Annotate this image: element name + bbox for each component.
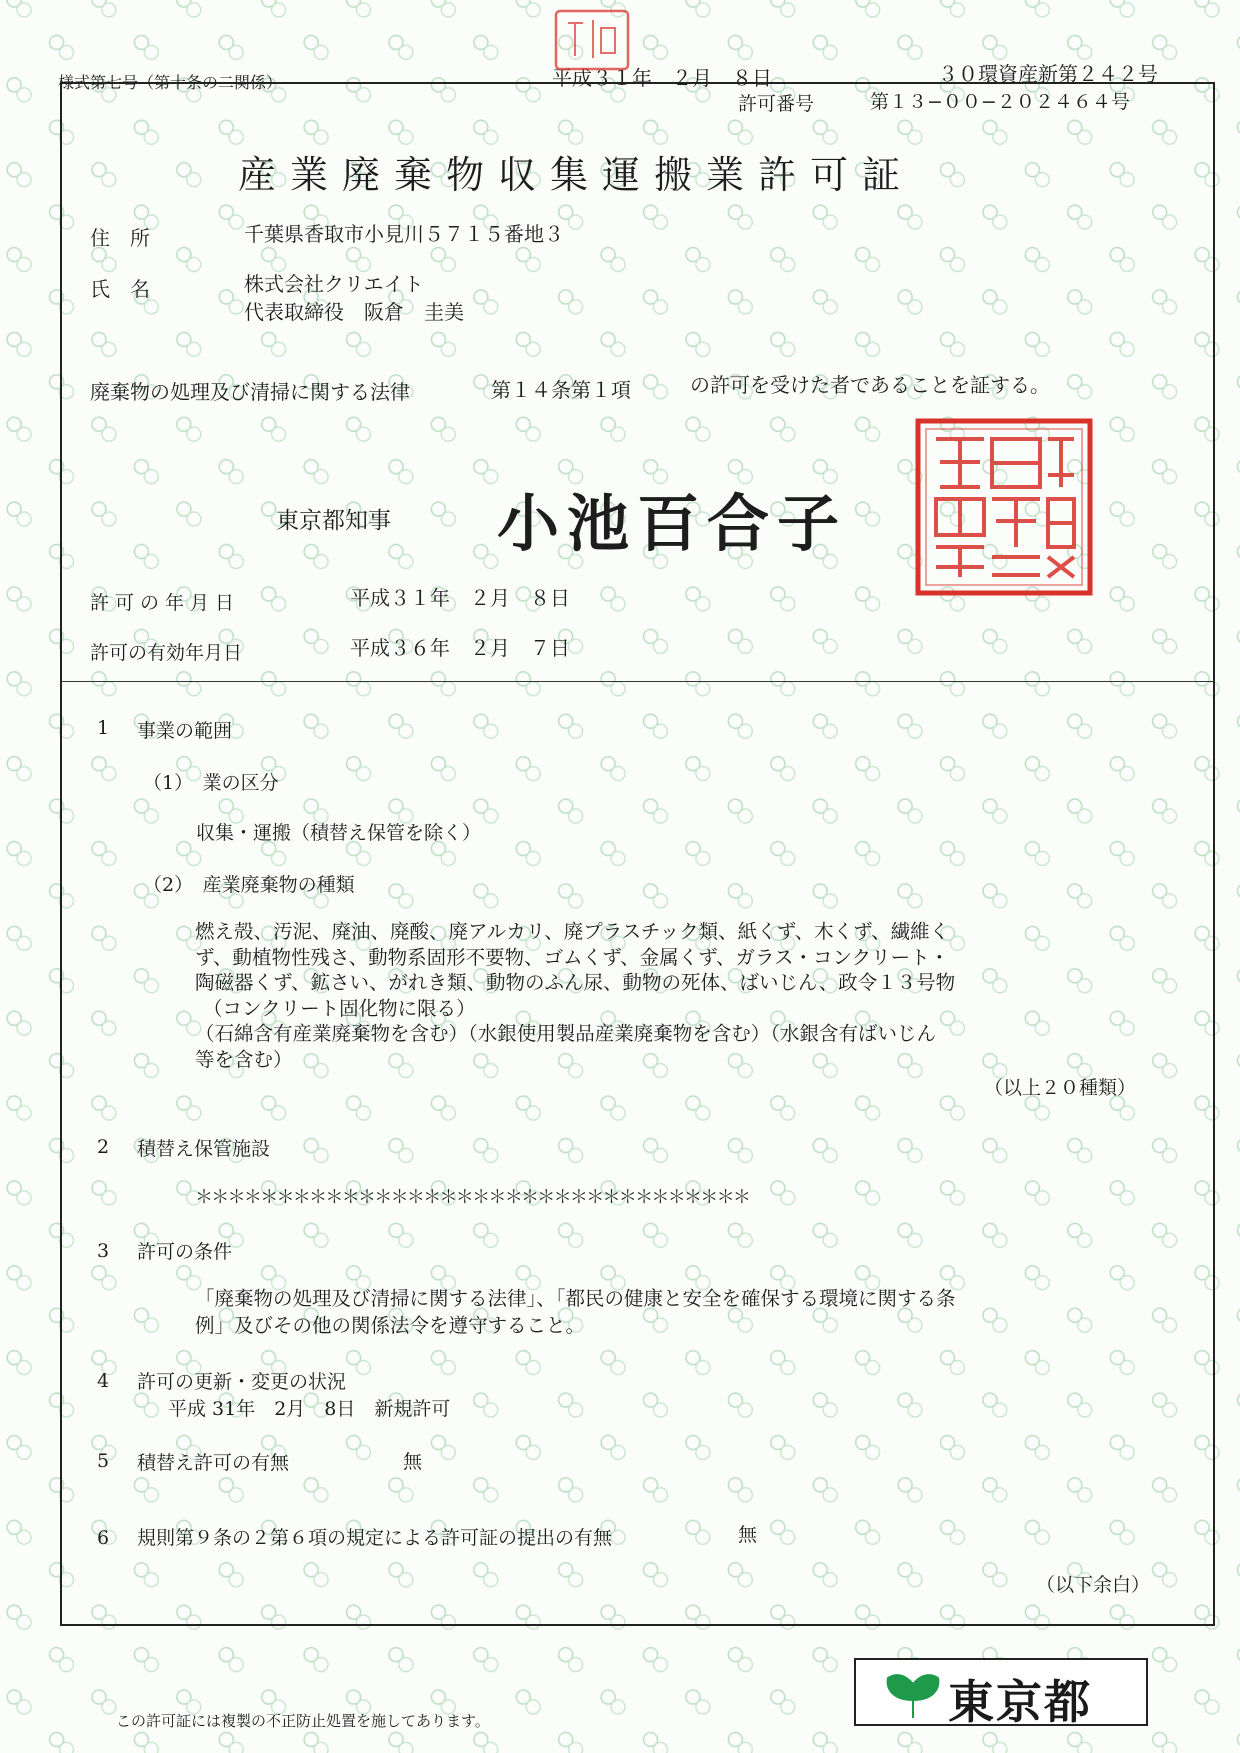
section-5-value: 無	[403, 1451, 423, 1473]
form-label: 様式第七号（第十条の二関係）	[58, 73, 283, 92]
document-number: ３０環資産新第２４２号	[938, 62, 1158, 86]
representative-name: 代表取締役 阪倉 圭美	[244, 300, 464, 324]
end-note: （以下余白）	[1036, 1574, 1151, 1596]
section-3-number: 3	[97, 1240, 110, 1262]
law-name: 廃棄物の処理及び清掃に関する法律	[90, 380, 410, 404]
footer-note: この許可証には複製の不正防止処置を施してあります。	[116, 1712, 490, 1730]
section-4-number: 4	[97, 1370, 110, 1392]
permit-conditions-line: 「廃棄物の処理及び清掃に関する法律」、「都民の健康と安全を確保する環境に関する条	[195, 1287, 956, 1310]
certification-statement: の許可を受けた者であることを証する。	[690, 373, 1050, 397]
company-name: 株式会社クリエイト	[244, 272, 424, 296]
section-divider	[60, 681, 1215, 682]
section-4-value: 平成 31年 2月 8日 新規許可	[168, 1398, 451, 1420]
section-1-number: 1	[97, 717, 110, 739]
waste-types-list	[195, 919, 955, 1072]
waste-types-line: 等を含む）	[195, 1047, 293, 1071]
section-1-sub1-text: 収集・運搬（積替え保管を除く）	[196, 822, 482, 844]
waste-types-line: 陶磁器くず、鉱さい、がれき類、動物のふん尿、動物の死体、ばいじん、政令１３号物	[195, 971, 956, 994]
section-2-number: 2	[97, 1136, 110, 1158]
permit-number: 第１３−００−２０２４６４号	[870, 91, 1130, 113]
section-5-number: 5	[97, 1450, 110, 1472]
section-1-sub2-label: （2） 産業廃棄物の種類	[143, 874, 355, 896]
governor-signature: 小池百合子	[497, 487, 848, 560]
top-seal-stamp	[553, 8, 631, 72]
address-value: 千葉県香取市小見川５７１５番地３	[244, 222, 564, 246]
issuer-title: 東京都知事	[276, 508, 391, 534]
tokyo-logo-text: 東京都	[948, 1675, 1092, 1729]
section-1-sub1-label: （1） 業の区分	[143, 772, 279, 794]
issue-date: 平成３１年 ２月 ８日	[552, 66, 772, 90]
expiry-date-label: 許可の有効年月日	[90, 642, 243, 664]
governor-seal-stamp	[914, 417, 1094, 597]
section-5-title: 積替え許可の有無	[137, 1452, 290, 1474]
permit-date-value: 平成３１年 ２月 ８日	[350, 586, 570, 610]
permit-conditions-line: 例」及びその他の関係法令を遵守すること。	[195, 1314, 586, 1337]
section-6-title: 規則第９条の２第６項の規定による許可証の提出の有無	[137, 1527, 613, 1549]
law-article: 第１４条第１項	[491, 378, 631, 402]
waste-types-line: （石綿含有産業廃棄物を含む）（水銀使用製品産業廃棄物を含む）（水銀含有ばいじん	[195, 1022, 937, 1045]
waste-types-line: ず、動植物性残さ、動物系固形不要物、ゴムくず、金属くず、ガラス・コンクリート・	[195, 945, 950, 969]
section-1-title: 事業の範囲	[137, 720, 233, 742]
waste-types-line: 燃え殻、汚泥、廃油、廃酸、廃アルカリ、廃プラスチック類、紙くず、木くず、繊維く	[195, 920, 950, 943]
ginkgo-leaf-icon	[884, 1670, 942, 1720]
permit-number-label: 許可番号	[738, 93, 815, 115]
section-3-title: 許可の条件	[137, 1241, 233, 1263]
section-2-title: 積替え保管施設	[137, 1138, 271, 1160]
waste-types-line: （コンクリート固化物に限る）	[203, 996, 476, 1020]
tokyo-logo	[854, 1658, 1148, 1729]
expiry-date-value: 平成３６年 ２月 ７日	[350, 636, 570, 660]
permit-conditions	[195, 1285, 956, 1339]
page-title: 産業廃棄物収集運搬業許可証	[238, 153, 915, 197]
waste-types-count: （以上２０種類）	[984, 1077, 1137, 1099]
section-2-value: ＊＊＊＊＊＊＊＊＊＊＊＊＊＊＊＊＊＊＊＊＊＊＊＊＊＊＊＊＊＊＊＊＊＊	[195, 1187, 750, 1208]
section-6-value: 無	[738, 1524, 758, 1546]
permit-date-label: 許可の年月日	[90, 592, 241, 614]
section-4-title: 許可の更新・変更の状況	[137, 1371, 347, 1393]
name-label: 氏 名	[90, 277, 150, 301]
address-label: 住 所	[90, 226, 150, 250]
section-6-number: 6	[97, 1527, 110, 1549]
